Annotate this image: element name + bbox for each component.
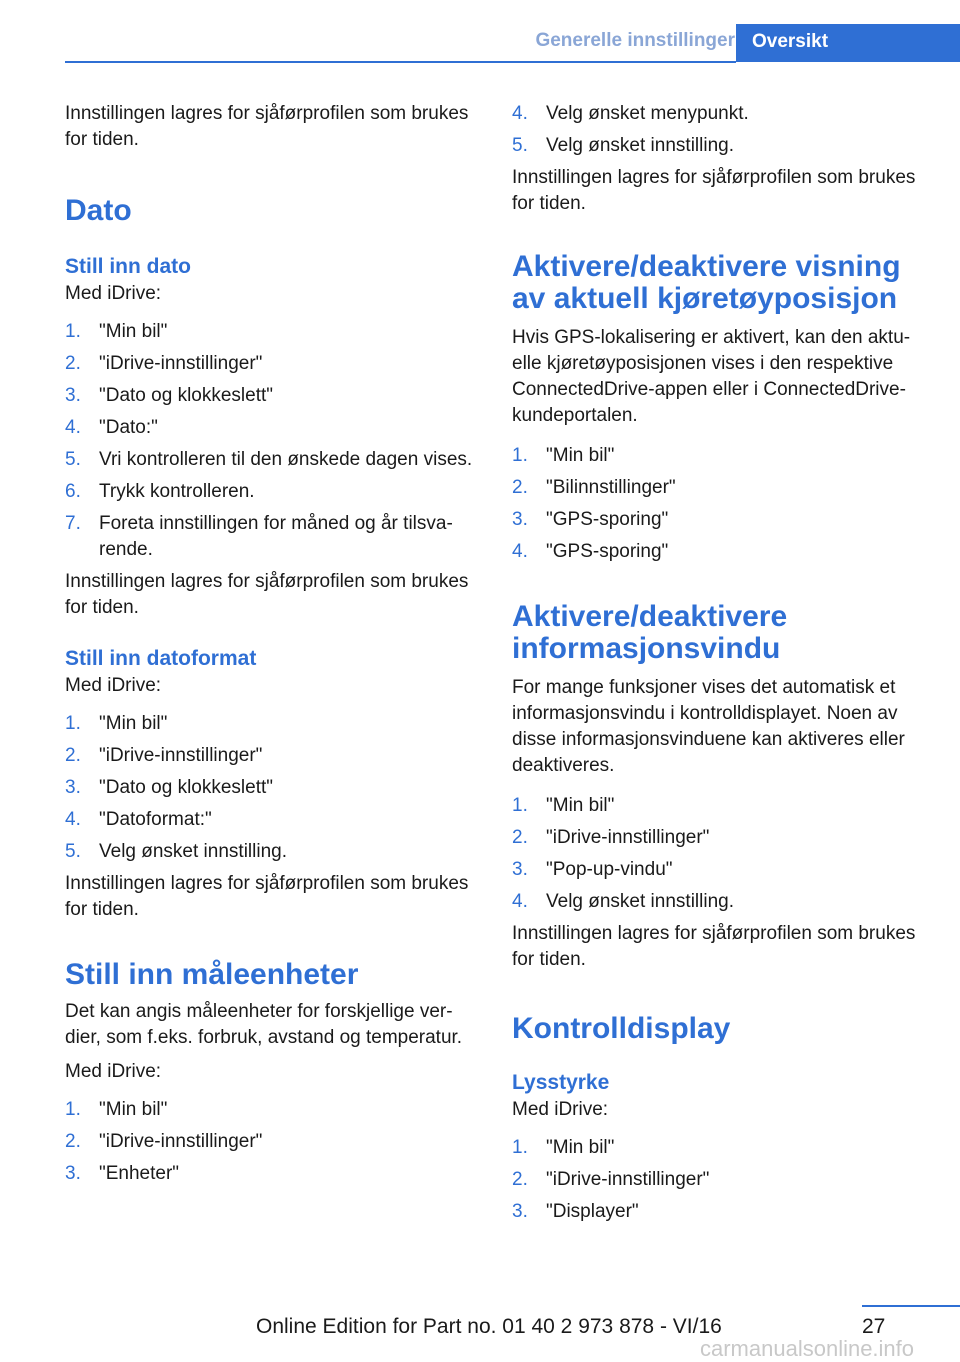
- header-rule: [65, 61, 736, 63]
- watermark: carmanualsonline.info: [700, 1336, 915, 1361]
- body-text: Det kan angis måleenheter for forskjellige verdier, som f.eks. forbruk, avstand og temperatur.: [65, 1001, 463, 1048]
- right-column: [512, 101, 927, 1231]
- save-note: Innstillingen lagres for sjåførprofilen som brukes for tiden.: [65, 873, 469, 920]
- list-item: 3. "GPS-sporing": [512, 509, 669, 530]
- header-section-title: Generelle innstillinger: [535, 30, 735, 51]
- list-item: 5. Vri kontrolleren til den ønskede dagen vises.: [65, 449, 473, 470]
- lead-text: Med iDrive:: [65, 1061, 162, 1082]
- steps-posisjon: [512, 443, 927, 565]
- steps-lysstyrke: [512, 1135, 927, 1225]
- lead-text: Med iDrive:: [65, 283, 162, 304]
- page-number: 27: [862, 1315, 886, 1338]
- list-item: 4. Velg ønsket menypunkt.: [512, 103, 749, 124]
- lead-text: Med iDrive:: [512, 1099, 609, 1120]
- save-note: Innstillingen lagres for sjåførprofilen som brukes for tiden.: [65, 571, 469, 618]
- intro-text: Innstillingen lagres for sjåførprofilen som brukes for tiden.: [65, 103, 469, 150]
- list-item: 2. "iDrive-innstillinger": [65, 353, 263, 374]
- list-item: 3. "Dato og klokkeslett": [65, 777, 274, 798]
- heading-infovindu: Aktivere/deaktivere informasjonsvindu: [512, 600, 788, 665]
- list-item: 2. "iDrive-innstillinger": [65, 745, 263, 766]
- list-item: 2. "iDrive-innstillinger": [65, 1131, 263, 1152]
- list-item: 1. "Min bil": [512, 795, 615, 816]
- list-item: 6. Trykk kontrolleren.: [65, 481, 255, 502]
- list-item: 5. Velg ønsket innstilling.: [512, 135, 734, 156]
- heading-still-inn-datoformat: Still inn datoformat: [65, 647, 257, 670]
- steps-still-inn-datoformat: [65, 711, 475, 865]
- footer-rule: [862, 1305, 960, 1307]
- body-text: Hvis GPS-lokalisering er aktivert, kan den aktuelle kjøretøyposisjonen vises i den respektive ConnectedDrive-appen eller i ConnectedDrive-kundeportalen.: [512, 327, 911, 426]
- list-item: 4. "Dato:": [65, 417, 158, 438]
- list-item: 3. "Displayer": [512, 1201, 639, 1222]
- body-text: For mange funksjoner vises det automatisk et informasjonsvindu i kontrolldisplayet. Noen av disse informasjonsvinduene kan aktiveres eller deaktiveres.: [512, 677, 905, 776]
- heading-kontrolldisplay: Kontrolldisplay: [512, 1012, 731, 1045]
- edition-text: Online Edition for Part no. 01 40 2 973 878 - VI/16: [256, 1315, 722, 1338]
- save-note: Innstillingen lagres for sjåførprofilen som brukes for tiden.: [512, 923, 916, 970]
- steps-continued: [512, 101, 927, 159]
- heading-lysstyrke: Lysstyrke: [512, 1071, 610, 1094]
- list-item: 2. "Bilinnstillinger": [512, 477, 676, 498]
- list-item: 4. Velg ønsket innstilling.: [512, 891, 734, 912]
- list-item: 5. Velg ønsket innstilling.: [65, 841, 287, 862]
- steps-maaleenheter: [65, 1097, 475, 1187]
- page-header: [0, 0, 960, 62]
- list-item: 1. "Min bil": [65, 1099, 168, 1120]
- lead-text: Med iDrive:: [65, 675, 162, 696]
- list-item: 1. "Min bil": [512, 445, 615, 466]
- steps-infovindu: [512, 793, 927, 915]
- left-column: [65, 101, 475, 1193]
- heading-posisjon: Aktivere/deaktivere visning av aktuell kjøretøyposisjon: [512, 250, 901, 315]
- list-item: 2. "iDrive-innstillinger": [512, 1169, 710, 1190]
- heading-maaleenheter: Still inn måleenheter: [65, 958, 359, 991]
- list-item: 1. "Min bil": [65, 321, 168, 342]
- list-item: 2. "iDrive-innstillinger": [512, 827, 710, 848]
- heading-still-inn-dato: Still inn dato: [65, 255, 191, 278]
- save-note: Innstillingen lagres for sjåførprofilen som brukes for tiden.: [512, 167, 916, 214]
- steps-still-inn-dato: [65, 319, 475, 563]
- list-item: 1. "Min bil": [512, 1137, 615, 1158]
- list-item: 4. "GPS-sporing": [512, 541, 669, 562]
- list-item: 3. "Dato og klokkeslett": [65, 385, 274, 406]
- list-item: 3. "Enheter": [65, 1163, 180, 1184]
- list-item: 4. "Datoformat:": [65, 809, 212, 830]
- list-item: 1. "Min bil": [65, 713, 168, 734]
- list-item: 3. "Pop-up-vindu": [512, 859, 673, 880]
- list-item: 7. Foreta innstillingen for måned og år tilsvarende.: [65, 513, 453, 560]
- header-tab: Oversikt: [736, 24, 960, 62]
- heading-dato: Dato: [65, 194, 132, 227]
